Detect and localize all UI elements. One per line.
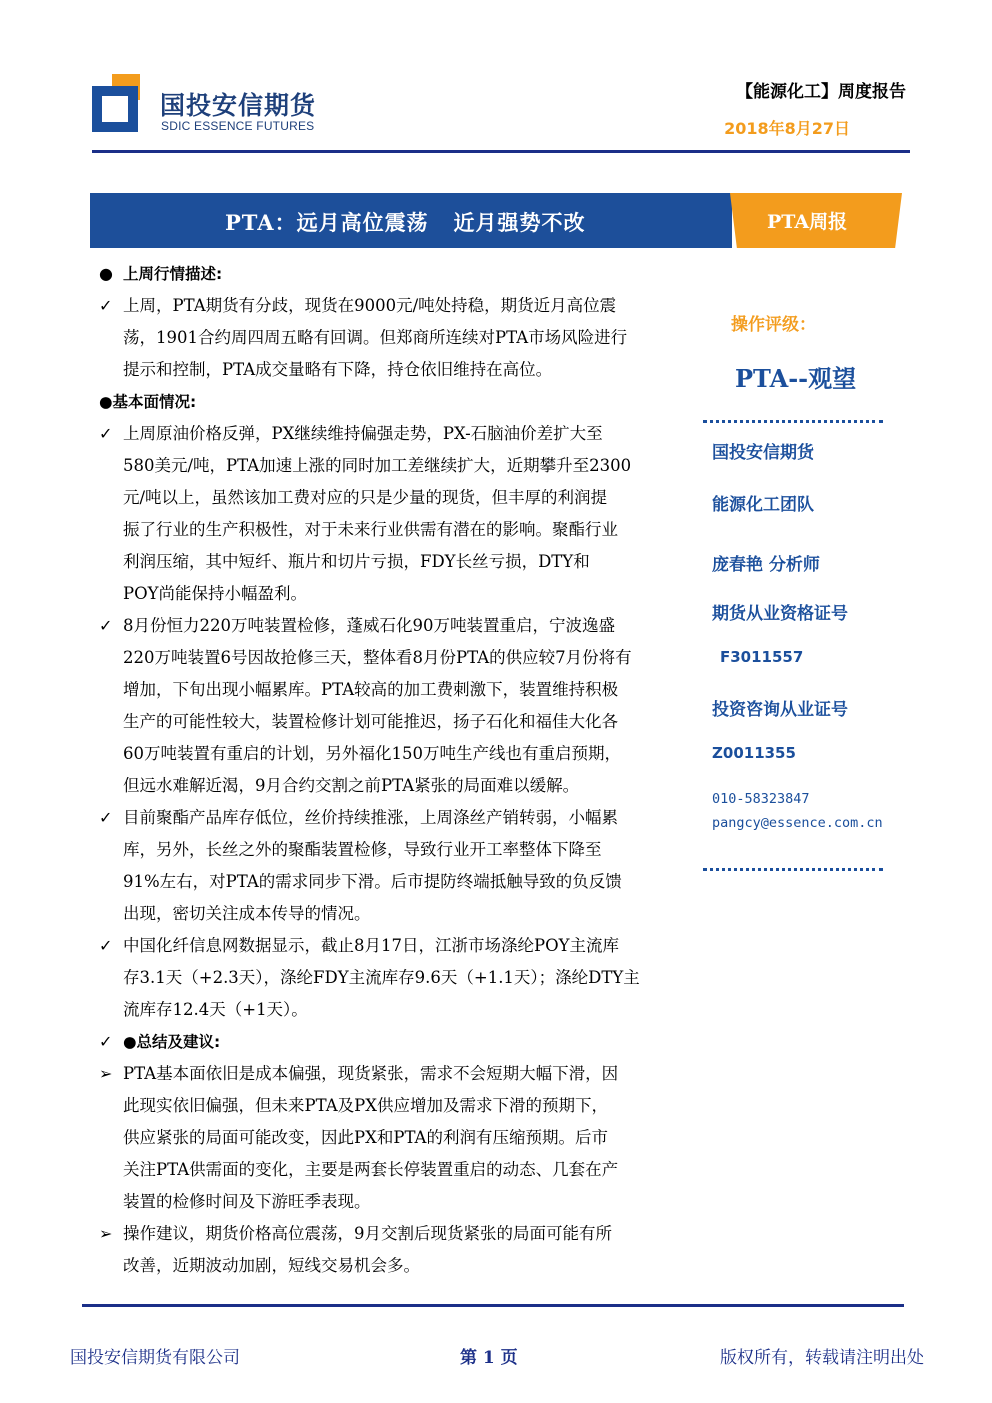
body-text: 增加，下旬出现小幅累库。PTA较高的加工费刺激下，装置维持积极 xyxy=(123,680,619,699)
bullet-spacer xyxy=(99,834,123,866)
body-text: 供应紧张的局面可能改变，因此PX和PTA的利润有压缩预期。后市 xyxy=(123,1128,608,1147)
body-line xyxy=(99,898,679,930)
footer-divider xyxy=(82,1304,904,1307)
sidebar-divider xyxy=(703,420,883,423)
brand-name-en: SDIC ESSENCE FUTURES xyxy=(161,119,315,133)
body-text: 改善，近期波动加剧，短线交易机会多。 xyxy=(123,1256,420,1275)
bullet-spacer xyxy=(99,706,123,738)
body-line xyxy=(99,738,679,770)
bullet-spacer xyxy=(99,1090,123,1122)
body-line xyxy=(99,1186,679,1218)
page-number: 第 1 页 xyxy=(460,1348,518,1368)
report-title: PTA：远月高位震荡 近月强势不改 xyxy=(225,210,586,235)
body-line xyxy=(99,834,679,866)
body-text: PTA基本面依旧是成本偏强，现货紧张，需求不会短期大幅下滑，因 xyxy=(123,1064,619,1083)
body-line xyxy=(99,994,679,1026)
body-line xyxy=(99,1026,679,1058)
body-text: 关注PTA供需面的变化，主要是两套长停装置重启的动态、几套在产 xyxy=(123,1160,619,1179)
body-text: 8月份恒力220万吨装置检修，蓬威石化90万吨装置重启，宁波逸盛 xyxy=(123,616,615,635)
bullet-spacer xyxy=(99,642,123,674)
body-text: POY尚能保持小幅盈利。 xyxy=(123,584,308,603)
body-text: 但远水难解近渴，9月合约交割之前PTA紧张的局面难以缓解。 xyxy=(123,776,580,795)
bullet-spacer xyxy=(99,322,123,354)
body-line xyxy=(99,1090,679,1122)
section-heading: ●总结及建议: xyxy=(123,1033,221,1051)
bullet-spacer xyxy=(99,578,123,610)
bullet-spacer xyxy=(99,674,123,706)
body-text: 库，另外，长丝之外的聚酯装置检修，导致行业开工率整体下降至 xyxy=(123,840,602,859)
body-line xyxy=(99,866,679,898)
body-text: 生产的可能性较大，装置检修计划可能推迟，扬子石化和福佳大化各 xyxy=(123,712,618,731)
body-line xyxy=(99,290,679,322)
sidebar-qual-no: F3011557 xyxy=(720,648,804,666)
body-text: 装置的检修时间及下游旺季表现。 xyxy=(123,1192,371,1211)
section-heading: ●基本面情况: xyxy=(99,393,197,411)
body-line xyxy=(99,610,679,642)
bullet-spacer xyxy=(99,1186,123,1218)
body-text: 荡，1901合约周四周五略有回调。但郑商所连续对PTA市场风险进行 xyxy=(123,328,628,347)
report-date: 2018年8月27日 xyxy=(724,119,850,138)
body-text: 91%左右，对PTA的需求同步下滑。后市提防终端抵触导致的负反馈 xyxy=(123,872,622,891)
body-line xyxy=(99,674,679,706)
section-heading: 上周行情描述: xyxy=(123,265,223,283)
body-text: 利润压缩，其中短纤、瓶片和切片亏损，FDY长丝亏损，DTY和 xyxy=(123,552,590,571)
body-line xyxy=(99,1250,679,1282)
arrow-bullet-icon: ➢ xyxy=(99,1064,113,1083)
sidebar-email: pangcy@essence.com.cn xyxy=(712,815,883,831)
body-text: 振了行业的生产积极性，对于未来行业供需有潜在的影响。聚酯行业 xyxy=(123,520,618,539)
report-tag: PTA周报 xyxy=(767,211,848,233)
report-type: 【能源化工】周度报告 xyxy=(736,82,906,102)
company-logo xyxy=(92,74,152,132)
rating-label: 操作评级： xyxy=(731,315,816,335)
body-text: 提示和控制，PTA成交量略有下降，持仓依旧维持在高位。 xyxy=(123,360,553,379)
arrow-bullet-icon: ➢ xyxy=(99,1224,113,1243)
body-text: 出现，密切关注成本传导的情况。 xyxy=(123,904,371,923)
body-line xyxy=(99,546,679,578)
body-text: 此现实依旧偏强，但未来PTA及PX供应增加及需求下滑的预期下， xyxy=(123,1096,608,1115)
sidebar-analyst: 庞春艳 分析师 xyxy=(712,555,820,575)
body-line xyxy=(99,322,679,354)
bullet-spacer xyxy=(99,994,123,1026)
body-line xyxy=(99,802,679,834)
body-text: 60万吨装置有重启的计划，另外福化150万吨生产线也有重启预期， xyxy=(123,744,621,763)
footer-copyright: 版权所有，转载请注明出处 xyxy=(720,1348,924,1368)
brand-name-cn: 国投安信期货 xyxy=(160,91,317,120)
bullet-spacer xyxy=(99,962,123,994)
body-text: 存3.1天（+2.3天），涤纶FDY主流库存9.6天（+1.1天）；涤纶DTY主 xyxy=(123,968,640,987)
body-text: 目前聚酯产品库存低位，丝价持续推涨，上周涤丝产销转弱，小幅累 xyxy=(123,808,618,827)
sidebar-consult-no: Z0011355 xyxy=(712,744,796,762)
body-line xyxy=(99,354,679,386)
dot-bullet-icon: ● xyxy=(99,264,113,283)
report-body xyxy=(99,258,679,1282)
body-line xyxy=(99,578,679,610)
body-line xyxy=(99,418,679,450)
body-line xyxy=(99,258,679,290)
body-line xyxy=(99,514,679,546)
sidebar-consult-label: 投资咨询从业证号 xyxy=(712,700,848,720)
bullet-spacer xyxy=(99,450,123,482)
sidebar-team: 能源化工团队 xyxy=(712,495,814,515)
bullet-spacer xyxy=(99,770,123,802)
body-line xyxy=(99,642,679,674)
title-banner xyxy=(90,193,900,248)
body-line xyxy=(99,962,679,994)
sidebar-phone: 010-58323847 xyxy=(712,791,810,807)
bullet-spacer xyxy=(99,898,123,930)
body-text: 中国化纤信息网数据显示，截止8月17日，江浙市场涤纶POY主流库 xyxy=(123,936,620,955)
bullet-spacer xyxy=(99,1154,123,1186)
body-text: 580美元/吨，PTA加速上涨的同时加工差继续扩大，近期攀升至2300 xyxy=(123,456,632,475)
sidebar-qual-label: 期货从业资格证号 xyxy=(712,604,848,624)
body-line xyxy=(99,1058,679,1090)
sidebar-divider-bottom xyxy=(703,868,883,871)
check-icon: ✓ xyxy=(99,936,113,955)
header-divider xyxy=(92,150,910,153)
body-line xyxy=(99,1218,679,1250)
body-text: 上周原油价格反弹，PX继续维持偏强走势，PX-石脑油价差扩大至 xyxy=(123,424,603,443)
footer-company: 国投安信期货有限公司 xyxy=(70,1348,240,1368)
bullet-spacer xyxy=(99,1250,123,1282)
body-text: 上周，PTA期货有分歧，现货在9000元/吨处持稳，期货近月高位震 xyxy=(123,296,617,315)
body-line xyxy=(99,706,679,738)
body-text: 220万吨装置6号因故抢修三天，整体看8月份PTA的供应较7月份将有 xyxy=(123,648,632,667)
rating-value: PTA--观望 xyxy=(735,364,857,393)
sidebar-company: 国投安信期货 xyxy=(712,443,814,463)
body-line xyxy=(99,1154,679,1186)
bullet-spacer xyxy=(99,354,123,386)
bullet-spacer xyxy=(99,514,123,546)
body-line xyxy=(99,930,679,962)
bullet-spacer xyxy=(99,546,123,578)
bullet-spacer xyxy=(99,738,123,770)
check-icon: ✓ xyxy=(99,296,113,315)
body-line xyxy=(99,450,679,482)
body-text: 元/吨以上，虽然该加工费对应的只是少量的现货，但丰厚的利润提 xyxy=(123,488,608,507)
body-line xyxy=(99,770,679,802)
check-icon: ✓ xyxy=(99,1032,113,1051)
check-icon: ✓ xyxy=(99,808,113,827)
body-text: 流库存12.4天（+1天）。 xyxy=(123,1000,308,1019)
bullet-spacer xyxy=(99,1122,123,1154)
body-line xyxy=(99,482,679,514)
bullet-spacer xyxy=(99,482,123,514)
check-icon: ✓ xyxy=(99,424,113,443)
body-line xyxy=(99,1122,679,1154)
bullet-spacer xyxy=(99,866,123,898)
body-text: 操作建议，期货价格高位震荡，9月交割后现货紧张的局面可能有所 xyxy=(123,1224,612,1243)
check-icon: ✓ xyxy=(99,616,113,635)
body-line xyxy=(99,386,679,418)
